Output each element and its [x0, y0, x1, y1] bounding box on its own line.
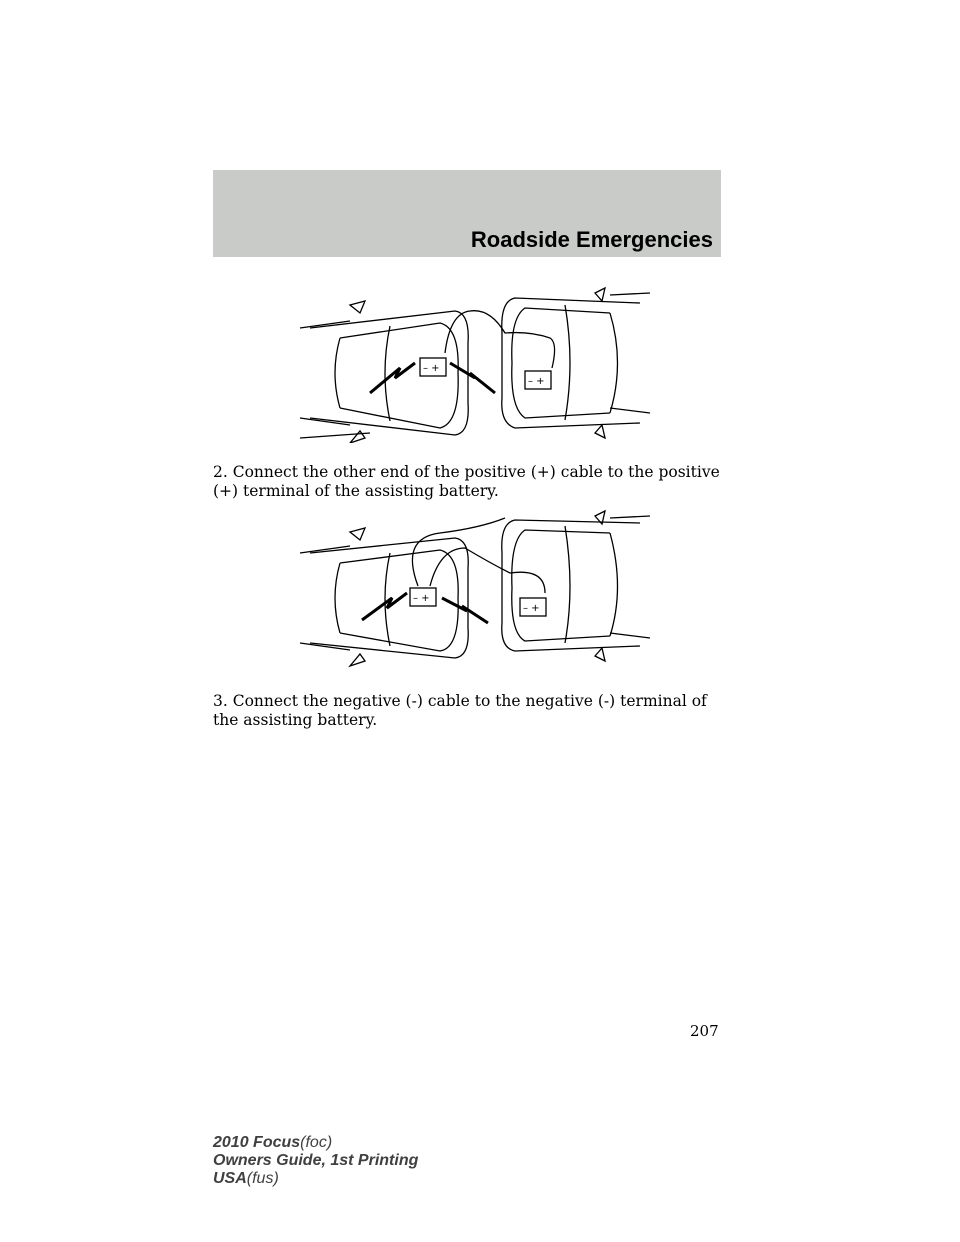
- footer-market-code: (fus): [246, 1170, 279, 1187]
- right-battery-label: – +: [523, 603, 540, 614]
- footer-model-code: (foc): [300, 1134, 333, 1151]
- left-car: [300, 301, 468, 443]
- jump-start-diagram-2: [290, 508, 660, 668]
- jump-start-diagram-1: [290, 283, 660, 443]
- step-2-text: 2. Connect the other end of the positive (+) cable to the positive (+) terminal of the assisting battery.: [213, 463, 720, 500]
- footer-printing: Owners Guide, 1st Printing: [213, 1152, 419, 1169]
- footer: [213, 1134, 418, 1188]
- page-number: 207: [690, 1022, 719, 1040]
- section-title: Roadside Emergencies: [470, 227, 713, 252]
- jumper-cable: [445, 311, 555, 368]
- right-car: [502, 288, 650, 438]
- lightning-icon: [370, 363, 415, 393]
- footer-market: USA: [213, 1170, 247, 1187]
- lightning-icon: [450, 363, 495, 393]
- lightning-icon: [442, 598, 488, 623]
- right-car: [502, 511, 650, 661]
- left-battery-label: – +: [423, 363, 440, 374]
- jumper-cable-negative: [430, 548, 545, 593]
- footer-model: 2010 Focus: [213, 1134, 301, 1151]
- step-3-text: 3. Connect the negative (-) cable to the negative (-) terminal of the assisting battery.: [213, 692, 707, 729]
- right-battery-label: – +: [528, 376, 545, 387]
- left-battery-label: – +: [413, 593, 430, 604]
- header-band: [213, 170, 721, 257]
